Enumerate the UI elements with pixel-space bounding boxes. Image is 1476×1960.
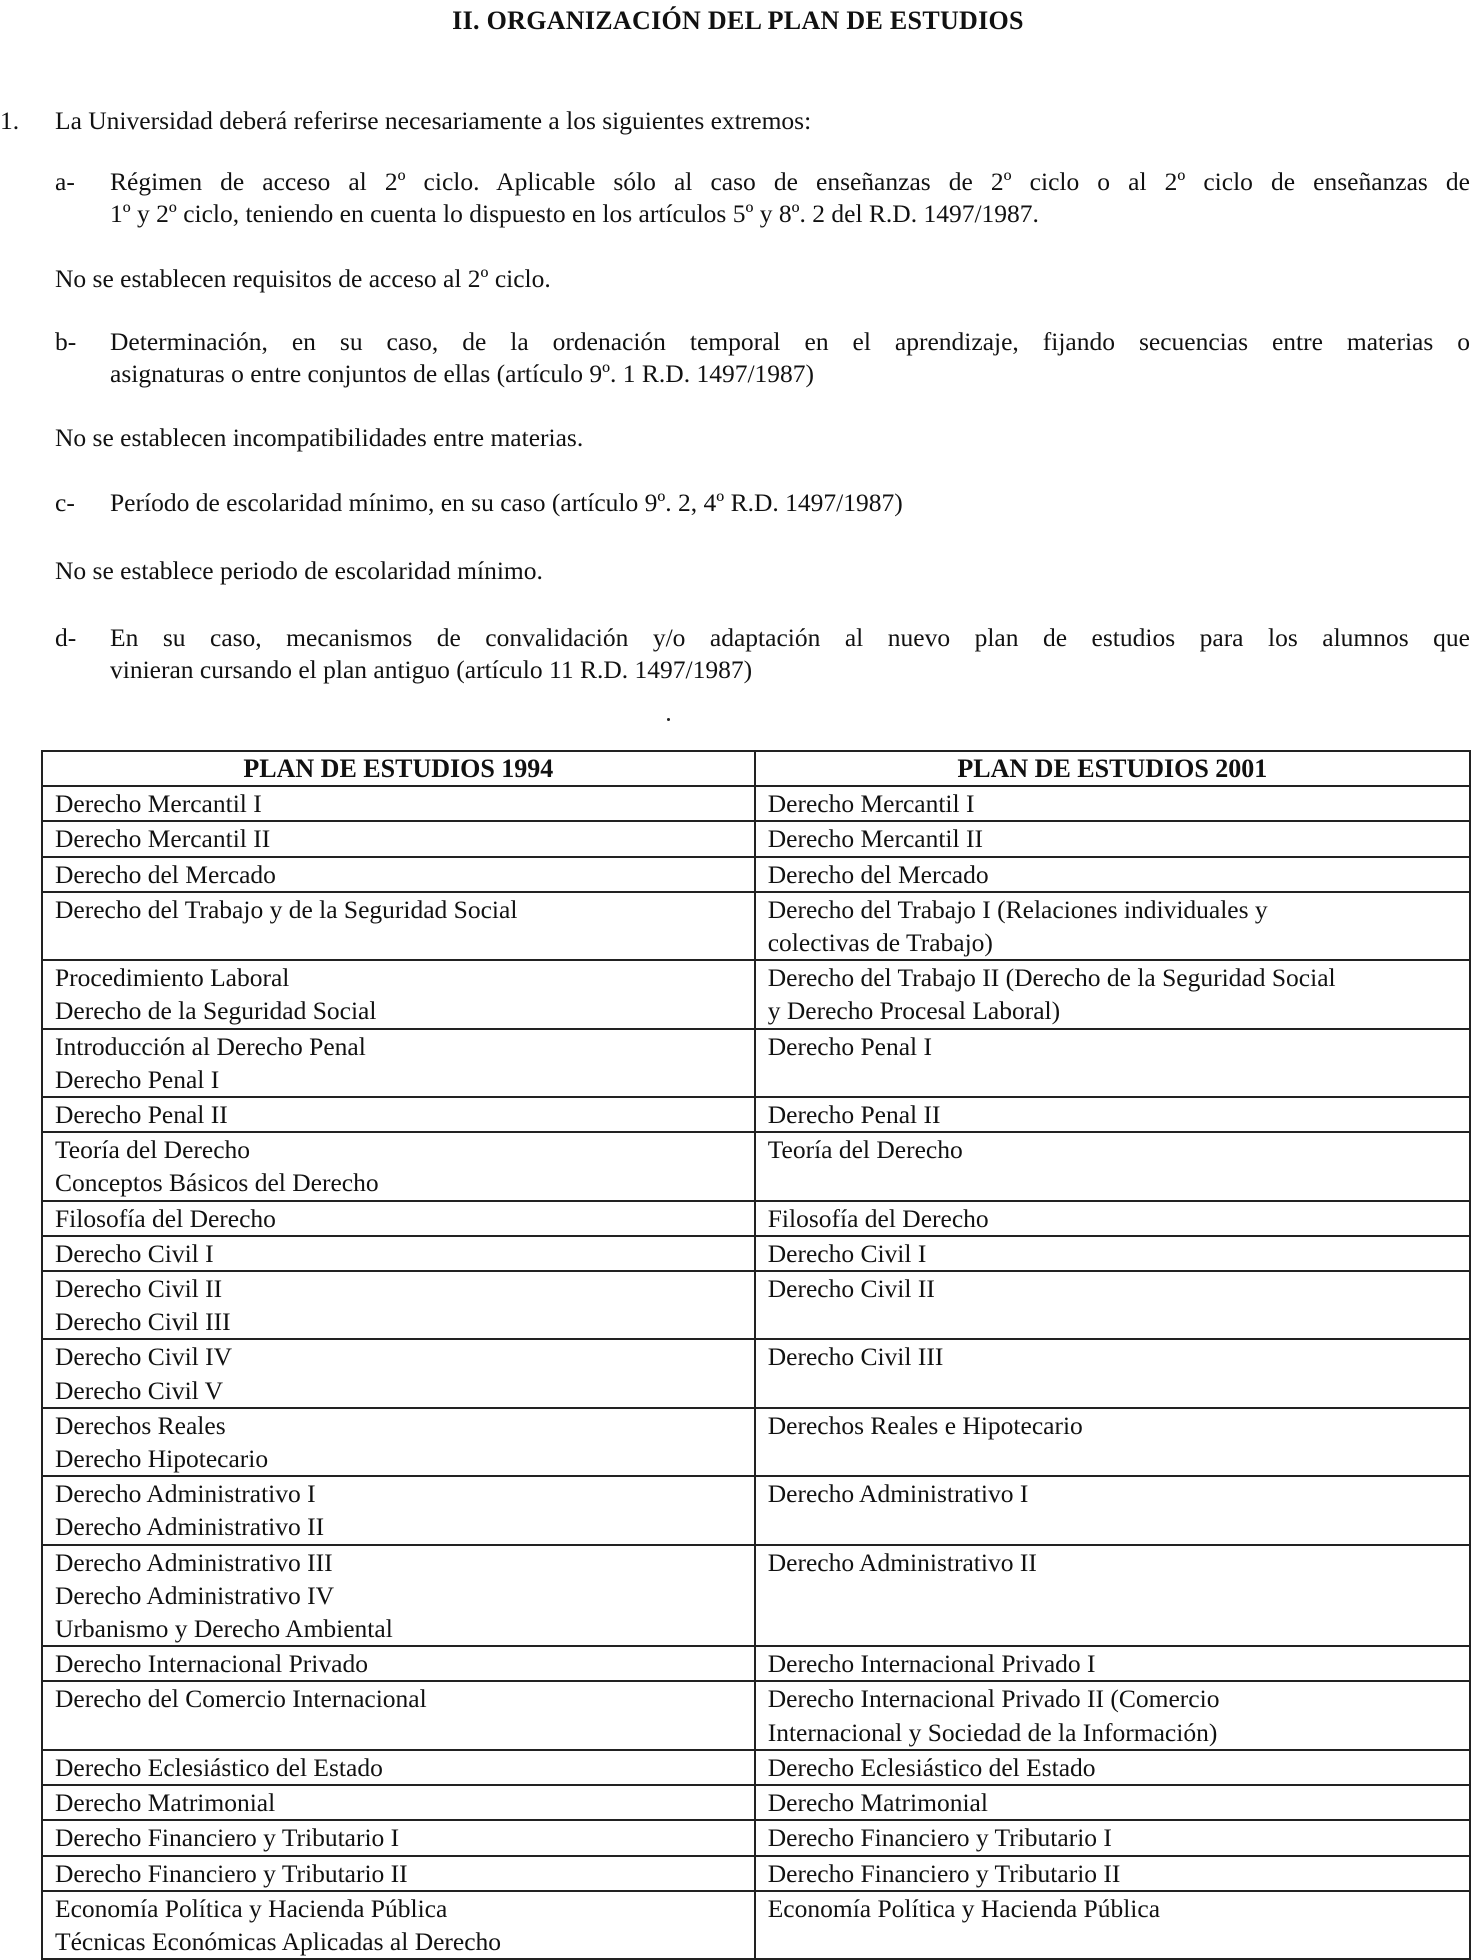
table-row (42, 821, 1470, 856)
cell-line: Derecho Civil II (767, 1274, 935, 1304)
table-row (42, 1476, 1470, 1544)
cell-line: Derecho Mercantil II (767, 824, 983, 854)
cell-line: Derecho Administrativo II (767, 1547, 1037, 1577)
header-plan-2001: PLAN DE ESTUDIOS 2001 (755, 751, 1470, 786)
table-row (42, 960, 1470, 1028)
cell-plan-2001 (755, 1029, 1470, 1097)
cell-line: Filosofía del Derecho (55, 1203, 276, 1233)
table-row (42, 1132, 1470, 1200)
cell-line: Derecho Civil I (55, 1238, 214, 1268)
table-row (42, 857, 1470, 892)
item-a-line2: 1º y 2º ciclo, teniendo en cuenta lo dispuesto en los artículos 5º y 8º. 2 del R.D. 1497/1987. (110, 199, 1039, 228)
table-row (42, 1339, 1470, 1407)
table-row (42, 1029, 1470, 1097)
cell-plan-2001 (755, 1681, 1470, 1749)
table-row (42, 1750, 1470, 1785)
cell-plan-1994 (42, 1891, 755, 1959)
cell-line: colectivas de Trabajo) (767, 928, 993, 958)
table-row (42, 786, 1470, 821)
item-d-line2: vinieran cursando el plan antiguo (artículo 11 R.D. 1497/1987) (110, 655, 753, 684)
cell-line: Derecho del Trabajo y de la Seguridad Social (55, 894, 518, 924)
cell-line: Derecho Eclesiástico del Estado (55, 1752, 383, 1782)
item-b-line2: asignaturas o entre conjuntos de ellas (artículo 9º. 1 R.D. 1497/1987) (110, 359, 815, 388)
cell-line: Derechos Reales e Hipotecario (767, 1410, 1083, 1440)
cell-plan-1994 (42, 892, 755, 960)
plan-comparison-table (41, 750, 1471, 1960)
table-row (42, 1408, 1470, 1476)
cell-line: Derecho Administrativo III (55, 1547, 333, 1577)
cell-plan-1994 (42, 1856, 755, 1891)
cell-line: Derecho Civil II (55, 1274, 223, 1304)
table-row (42, 1820, 1470, 1855)
cell-line: Derecho Matrimonial (55, 1788, 276, 1818)
item-b-letter: b- (55, 327, 77, 356)
cell-line: Derecho Penal II (55, 1100, 228, 1130)
cell-plan-2001 (755, 1097, 1470, 1132)
intro-text: La Universidad deberá referirse necesariamente a los siguientes extremos: (55, 106, 812, 135)
cell-line: Derecho del Comercio Internacional (55, 1684, 427, 1714)
cell-plan-2001 (755, 1891, 1470, 1959)
cell-plan-2001 (755, 1476, 1470, 1544)
item-c-line1: Período de escolaridad mínimo, en su caso (artículo 9º. 2, 4º R.D. 1497/1987) (110, 488, 903, 517)
cell-line: Conceptos Básicos del Derecho (55, 1168, 379, 1198)
cell-plan-1994 (42, 1201, 755, 1236)
cell-plan-2001 (755, 1820, 1470, 1855)
note-a: No se establecen requisitos de acceso al 2º ciclo. (55, 264, 551, 293)
cell-plan-1994 (42, 1271, 755, 1339)
cell-line: Derecho Matrimonial (767, 1788, 988, 1818)
cell-plan-2001 (755, 892, 1470, 960)
cell-line: Economía Política y Hacienda Pública (55, 1893, 448, 1923)
cell-plan-2001 (755, 857, 1470, 892)
cell-plan-2001 (755, 960, 1470, 1028)
cell-line: Derecho del Mercado (767, 859, 989, 889)
cell-plan-1994 (42, 960, 755, 1028)
cell-line: Derecho Penal I (767, 1031, 932, 1061)
item-d-line1: En su caso, mecanismos de convalidación y/o adaptación al nuevo plan de estudios para los alumnos que (110, 623, 1470, 652)
cell-line: Derecho Internacional Privado I (767, 1649, 1096, 1679)
table-row (42, 1545, 1470, 1647)
cell-plan-2001 (755, 1785, 1470, 1820)
cell-plan-1994 (42, 1750, 755, 1785)
cell-plan-1994 (42, 1681, 755, 1749)
cell-line: Teoría del Derecho (55, 1135, 251, 1165)
table-row (42, 1681, 1470, 1749)
cell-line: Urbanismo y Derecho Ambiental (55, 1614, 393, 1644)
item-b-line1: Determinación, en su caso, de la ordenación temporal en el aprendizaje, fijando secuencias entre materias o (110, 327, 1470, 356)
item-d-letter: d- (55, 623, 77, 652)
cell-line: Derecho Financiero y Tributario I (767, 1823, 1112, 1853)
cell-plan-1994 (42, 1646, 755, 1681)
cell-line: Derecho Financiero y Tributario II (767, 1858, 1121, 1888)
cell-plan-2001 (755, 1545, 1470, 1647)
cell-line: Derecho Civil III (55, 1307, 231, 1337)
cell-plan-1994 (42, 1408, 755, 1476)
cell-line: Introducción al Derecho Penal (55, 1031, 366, 1061)
cell-plan-2001 (755, 821, 1470, 856)
table-row (42, 1236, 1470, 1271)
table-row (42, 1271, 1470, 1339)
cell-line: Derecho Mercantil I (55, 789, 262, 819)
cell-plan-1994 (42, 1132, 755, 1200)
cell-plan-2001 (755, 786, 1470, 821)
cell-line: Internacional y Sociedad de la Información) (767, 1717, 1218, 1747)
table-row (42, 1646, 1470, 1681)
cell-line: y Derecho Procesal Laboral) (767, 996, 1061, 1026)
cell-plan-2001 (755, 1201, 1470, 1236)
cell-line: Derecho Mercantil II (55, 824, 271, 854)
cell-plan-1994 (42, 1785, 755, 1820)
cell-line: Derecho de la Seguridad Social (55, 996, 377, 1026)
cell-plan-1994 (42, 786, 755, 821)
table-body (42, 786, 1470, 1959)
cell-plan-1994 (42, 1545, 755, 1647)
cell-line: Técnicas Económicas Aplicadas al Derecho (55, 1926, 502, 1956)
cell-line: Procedimiento Laboral (55, 963, 290, 993)
item-a-letter: a- (55, 167, 75, 196)
cell-plan-1994 (42, 857, 755, 892)
cell-plan-2001 (755, 1339, 1470, 1407)
cell-line: Derecho Penal II (767, 1100, 941, 1130)
cell-line: Derecho Financiero y Tributario I (55, 1823, 400, 1853)
cell-line: Derecho Internacional Privado II (Comercio (767, 1684, 1220, 1714)
cell-plan-2001 (755, 1132, 1470, 1200)
item-a-text (110, 166, 1470, 230)
cell-line: Derecho Civil V (55, 1375, 224, 1405)
cell-plan-2001 (755, 1271, 1470, 1339)
cell-line: Derecho Civil I (767, 1238, 927, 1268)
cell-line: Derecho Administrativo IV (55, 1580, 335, 1610)
cell-plan-1994 (42, 1339, 755, 1407)
cell-line: Derecho Internacional Privado (55, 1649, 368, 1679)
cell-line: Derecho del Trabajo I (Relaciones individuales y (767, 894, 1268, 924)
cell-plan-1994 (42, 1236, 755, 1271)
cell-line: Derechos Reales (55, 1410, 226, 1440)
cell-plan-2001 (755, 1646, 1470, 1681)
cell-line: Teoría del Derecho (767, 1135, 963, 1165)
table-row (42, 1785, 1470, 1820)
scan-speck (667, 718, 670, 721)
cell-line: Derecho Hipotecario (55, 1444, 269, 1474)
table-row (42, 1856, 1470, 1891)
cell-plan-2001 (755, 1408, 1470, 1476)
cell-plan-1994 (42, 821, 755, 856)
cell-line: Derecho Administrativo II (55, 1512, 325, 1542)
cell-line: Derecho Administrativo I (767, 1479, 1029, 1509)
cell-plan-2001 (755, 1236, 1470, 1271)
cell-plan-2001 (755, 1750, 1470, 1785)
cell-line: Derecho Eclesiástico del Estado (767, 1752, 1096, 1782)
point-number: 1. (0, 106, 20, 135)
item-c-text (110, 487, 1470, 519)
cell-line: Derecho del Trabajo II (Derecho de la Seguridad Social (767, 963, 1336, 993)
item-d-text (110, 622, 1470, 686)
cell-plan-1994 (42, 1029, 755, 1097)
cell-plan-1994 (42, 1820, 755, 1855)
cell-line: Derecho Civil IV (55, 1342, 233, 1372)
cell-line: Derecho del Mercado (55, 859, 276, 889)
item-b-text (110, 326, 1470, 390)
cell-plan-1994 (42, 1097, 755, 1132)
cell-plan-1994 (42, 1476, 755, 1544)
table-row (42, 892, 1470, 960)
cell-plan-2001 (755, 1856, 1470, 1891)
item-a-line1: Régimen de acceso al 2º ciclo. Aplicable sólo al caso de enseñanzas de 2º ciclo o al 2º ciclo de enseñanzas de (110, 167, 1470, 196)
header-plan-1994: PLAN DE ESTUDIOS 1994 (42, 751, 755, 786)
note-c: No se establece periodo de escolaridad mínimo. (55, 556, 543, 585)
table-header-row (42, 751, 1470, 786)
note-b: No se establecen incompatibilidades entre materias. (55, 423, 584, 452)
table-row (42, 1097, 1470, 1132)
page-title: II. ORGANIZACIÓN DEL PLAN DE ESTUDIOS (452, 6, 1024, 35)
cell-line: Derecho Penal I (55, 1064, 220, 1094)
cell-line: Derecho Mercantil I (767, 789, 975, 819)
cell-line: Derecho Financiero y Tributario II (55, 1858, 408, 1888)
table-row (42, 1891, 1470, 1959)
cell-line: Derecho Administrativo I (55, 1479, 316, 1509)
item-c-letter: c- (55, 488, 75, 517)
cell-line: Economía Política y Hacienda Pública (767, 1893, 1161, 1923)
cell-line: Derecho Civil III (767, 1342, 944, 1372)
cell-line: Filosofía del Derecho (767, 1203, 989, 1233)
table-row (42, 1201, 1470, 1236)
